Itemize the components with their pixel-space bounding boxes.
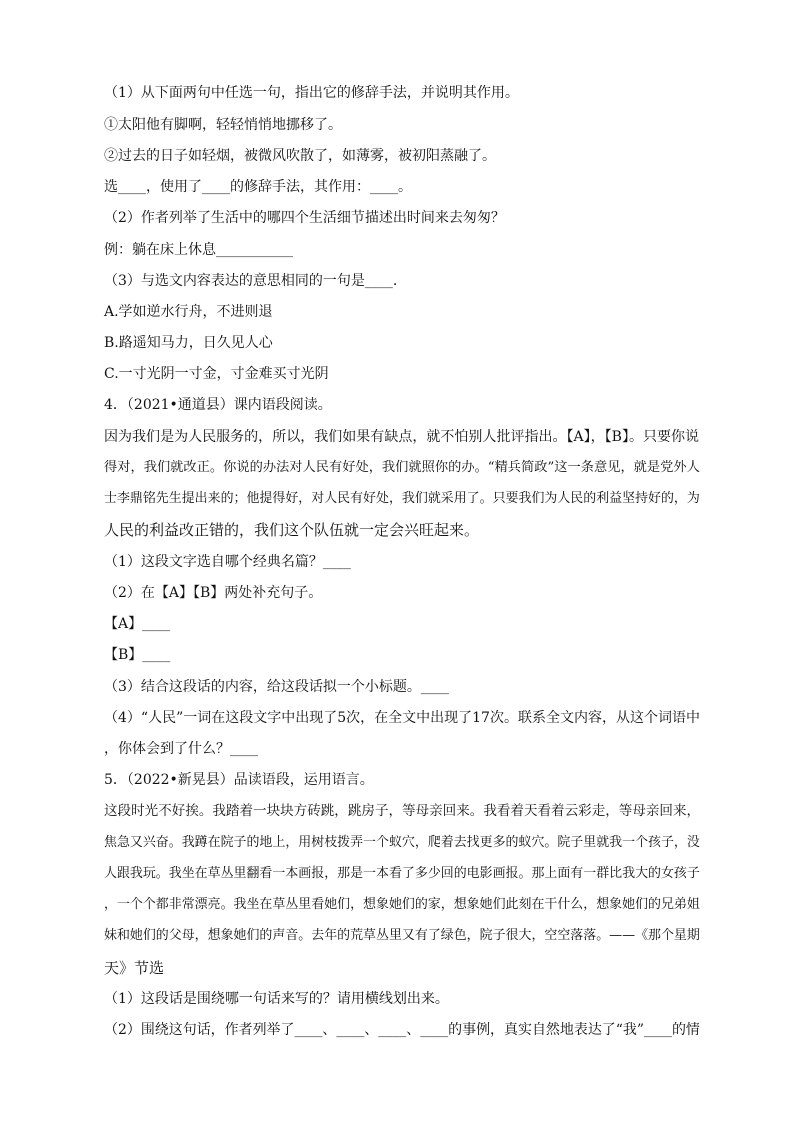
question-5-1: （1）这段话是围绕哪一句话来写的？请用横线划出来。 [104,991,449,1007]
passage-5-line-5: 妹和她们的父母，想象她们的声音。去年的荒草丛里又有了绿色，院子很大，空空落落。——《那个星期 [104,928,700,943]
option-sentence-2: ②过去的日子如轻烟，被微风吹散了，如薄雾，被初阳蒸融了。 [104,148,496,164]
passage-4-line-2: 得对，我们就改正。你说的办法对人民有好处，我们就照你的办。“精兵简政”这一条意见，就是党外人 [104,460,700,475]
question-1-1: （1）从下面两句中任选一句，指出它的修辞手法，并说明其作用。 [104,85,519,101]
passage-5-line-6: 天》节选 [104,959,165,977]
choice-c: C.一寸光阴一寸金，寸金难买寸光阴 [104,366,329,382]
passage-5-line-2: 焦急又兴奋。我蹲在院子的地上，用树枝拨弄一个蚁穴，爬着去找更多的蚁穴。院子里就我一个孩子，没 [104,835,700,850]
question-5-heading: 5．（2022•新晃县）品读语段，运用语言。 [104,772,374,788]
question-1-2: （2）作者列举了生活中的哪四个生活细节描述出时间来去匆匆？ [104,210,505,226]
blank-b: 【B】____ [104,647,171,663]
option-sentence-1: ①太阳他有脚啊，轻轻悄悄地挪移了。 [104,117,342,133]
choice-b: B.路遥知马力，日久见人心 [104,335,273,351]
question-4-1: （1）这段文字选自哪个经典名篇？____ [104,554,351,570]
question-4-2: （2）在【A】【B】两处补充句子。 [104,585,323,601]
passage-5-line-4: ，一个个都非常漂亮。我坐在草丛里看她们，想象她们的家，想象她们此刻在干什么，想象她们的兄弟姐 [104,897,700,912]
passage-4-line-1: 因为我们是为人民服务的，所以，我们如果有缺点，就不怕别人批评指出。【A】，【B】。只要你说 [104,429,700,445]
passage-4-line-4: 人民的利益改正错的，我们这个队伍就一定会兴旺起来。 [104,521,480,539]
passage-5-line-3: 人跟我玩。我坐在草丛里翻看一本画报，那是一本看了多少回的电影画报。那上面有一群比我大的女孩子 [104,866,700,881]
blank-a: 【A】____ [104,616,171,632]
question-4-4: （4）“人民”一词在这段文字中出现了5次，在全文中出现了17次。联系全文内容，从这个词语中 [104,710,700,726]
answer-blank-line: 选____，使用了____的修辞手法，其作用：____。 [104,179,412,195]
passage-5-line-1: 这段时光不好挨。我踏着一块块方砖跳，跳房子，等母亲回来。我看着天看着云彩走，等母亲回来， [104,803,701,819]
example-line: 例：躺在床上休息___________ [104,242,293,258]
question-1-3: （3）与选文内容表达的意思相同的一句是____. [104,273,398,289]
choice-a: A.学如逆水行舟，不进则退 [104,304,273,320]
passage-4-line-3: 士李鼎铭先生提出来的；他提得好，对人民有好处，我们就采用了。只要我们为人民的利益坚持好的，为 [104,491,700,506]
question-4-heading: 4．（2021•通道县）课内语段阅读。 [104,397,332,413]
question-4-4-cont: ，你体会到了什么？____ [104,741,258,757]
question-4-3: （3）结合这段话的内容，给这段话拟一个小标题。____ [104,679,449,695]
question-5-2: （2）围绕这句话，作者列举了____、____、____、____的事例，真实自然地表达了“我”____的情 [104,1022,700,1038]
